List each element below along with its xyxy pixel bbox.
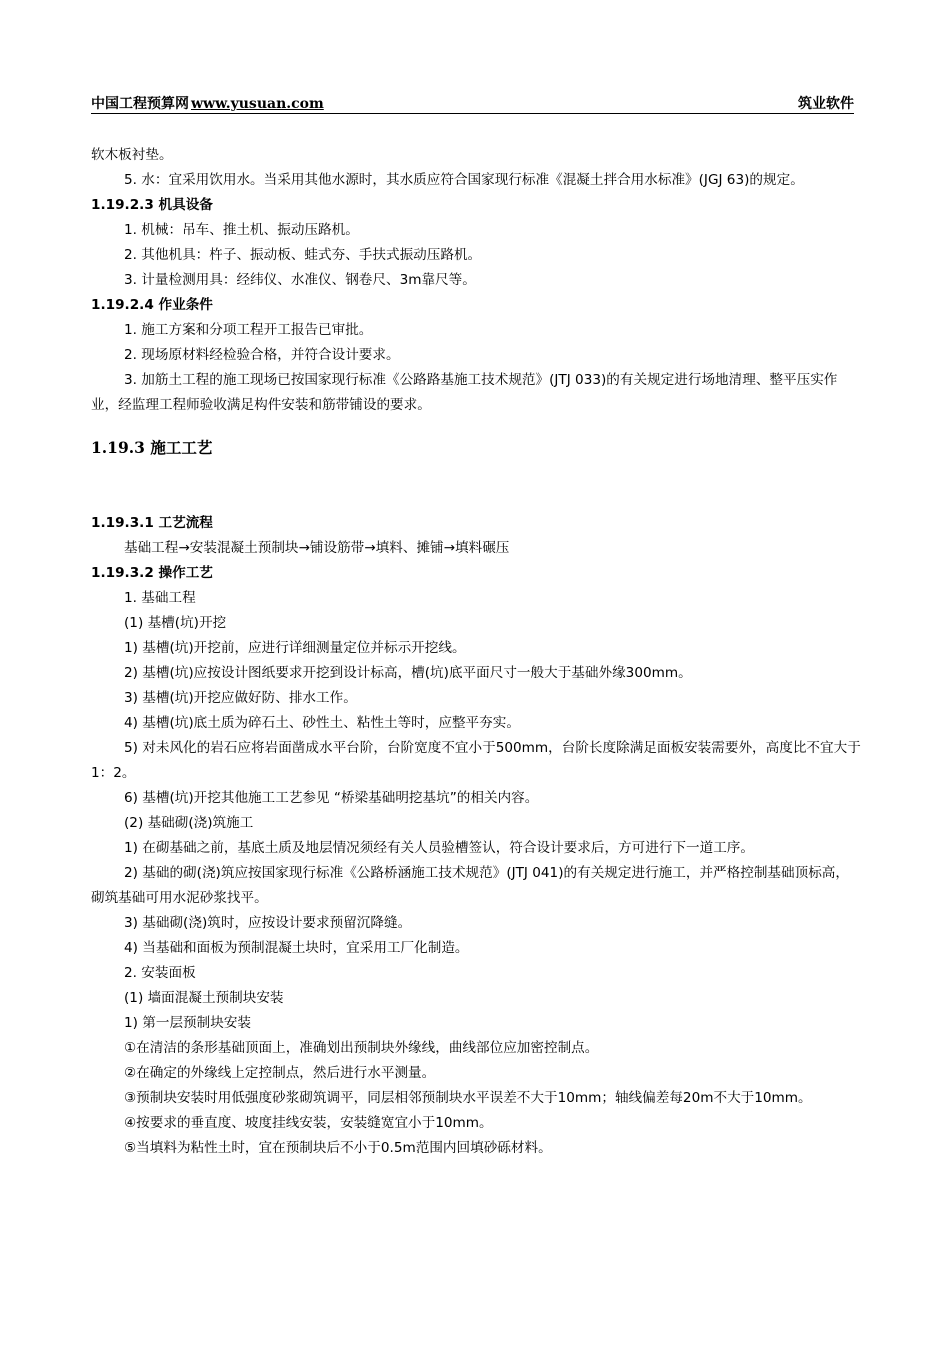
subsection-heading: 1.19.3.1 工艺流程 — [91, 515, 213, 531]
paragraph: 1. 基础工程 — [124, 590, 196, 606]
header-site — [91, 93, 324, 113]
paragraph: 3) 基础砌(浇)筑时，应按设计要求预留沉降缝。 — [124, 915, 412, 931]
paragraph: 基础工程→安装混凝土预制块→铺设筋带→填料、摊铺→填料碾压 — [124, 540, 510, 556]
paragraph: 5) 对未风化的岩石应将岩面凿成水平台阶，台阶宽度不宜小于500mm，台阶长度除满足面板安装需要外，高度比不宜大于1：2。 — [91, 740, 861, 781]
paragraph: 3) 基槽(坑)开挖应做好防、排水工作。 — [124, 690, 357, 706]
paragraph: 4) 基槽(坑)底土质为碎石土、砂性土、粘性土等时，应整平夯实。 — [124, 715, 520, 731]
paragraph: 3. 加筋土工程的施工现场已按国家现行标准《公路路基施工技术规范》(JTJ 033)的有关规定进行场地清理、整平压实作业，经监理工程师验收满足构件安装和筋带铺设的要求。 — [91, 372, 838, 413]
paragraph: 4) 当基础和面板为预制混凝土块时，宜采用工厂化制造。 — [124, 940, 469, 956]
paragraph: 5. 水：宜采用饮用水。当采用其他水源时，其水质应符合国家现行标准《混凝土拌合用水标准》(JGJ 63)的规定。 — [124, 172, 804, 188]
paragraph: 1. 施工方案和分项工程开工报告已审批。 — [124, 322, 373, 338]
paragraph: 1) 基槽(坑)开挖前，应进行详细测量定位并标示开挖线。 — [124, 640, 466, 656]
subsection-heading: 1.19.2.3 机具设备 — [91, 197, 213, 213]
paragraph: ④按要求的垂直度、坡度挂线安装，安装缝宽宜小于10mm。 — [124, 1115, 493, 1131]
paragraph: (2) 基础砌(浇)筑施工 — [124, 815, 254, 831]
header-site-name: 中国工程预算网 — [91, 96, 189, 112]
document-body — [91, 143, 861, 1161]
paragraph: 2) 基槽(坑)应按设计图纸要求开挖到设计标高，槽(坑)底平面尺寸一般大于基础外缘300mm。 — [124, 665, 692, 681]
paragraph: ①在清洁的条形基础顶面上，准确划出预制块外缘线，曲线部位应加密控制点。 — [124, 1040, 599, 1056]
paragraph: 2. 现场原材料经检验合格，并符合设计要求。 — [124, 347, 400, 363]
paragraph: 软木板衬垫。 — [91, 147, 173, 163]
paragraph: 6) 基槽(坑)开挖其他施工工艺参见 “桥梁基础明挖基坑”的相关内容。 — [124, 790, 539, 806]
paragraph: 1) 第一层预制块安装 — [124, 1015, 252, 1031]
paragraph: ⑤当填料为粘性土时，宜在预制块后不小于0.5m范围内回填砂砾材料。 — [124, 1140, 552, 1156]
section-heading: 1.19.3 施工工艺 — [91, 438, 213, 457]
paragraph: ②在确定的外缘线上定控制点，然后进行水平测量。 — [124, 1065, 436, 1081]
header-right-text: 筑业软件 — [798, 96, 854, 112]
paragraph: 1. 机械：吊车、推土机、振动压路机。 — [124, 222, 359, 238]
paragraph: 3. 计量检测用具：经纬仪、水准仪、钢卷尺、3m靠尺等。 — [124, 272, 476, 288]
header-url-link[interactable]: www.yusuan.com — [191, 96, 324, 112]
paragraph: 2) 基础的砌(浇)筑应按国家现行标准《公路桥涵施工技术规范》(JTJ 041)的有关规定进行施工，并严格控制基础顶标高，砌筑基础可用水泥砂浆找平。 — [91, 865, 849, 906]
paragraph: (1) 基槽(坑)开挖 — [124, 615, 227, 631]
subsection-heading: 1.19.3.2 操作工艺 — [91, 565, 213, 581]
paragraph: 2. 其他机具：杵子、振动板、蛙式夯、手扶式振动压路机。 — [124, 247, 482, 263]
subsection-heading: 1.19.2.4 作业条件 — [91, 297, 213, 313]
paragraph: ③预制块安装时用低强度砂浆砌筑调平，同层相邻预制块水平误差不大于10mm；轴线偏差每20m不大于10mm。 — [124, 1090, 812, 1106]
paragraph: 2. 安装面板 — [124, 965, 196, 981]
paragraph: 1) 在砌基础之前，基底土质及地层情况须经有关人员验槽签认，符合设计要求后，方可进行下一道工序。 — [124, 840, 754, 856]
paragraph: (1) 墙面混凝土预制块安装 — [124, 990, 284, 1006]
page-header — [91, 93, 854, 114]
